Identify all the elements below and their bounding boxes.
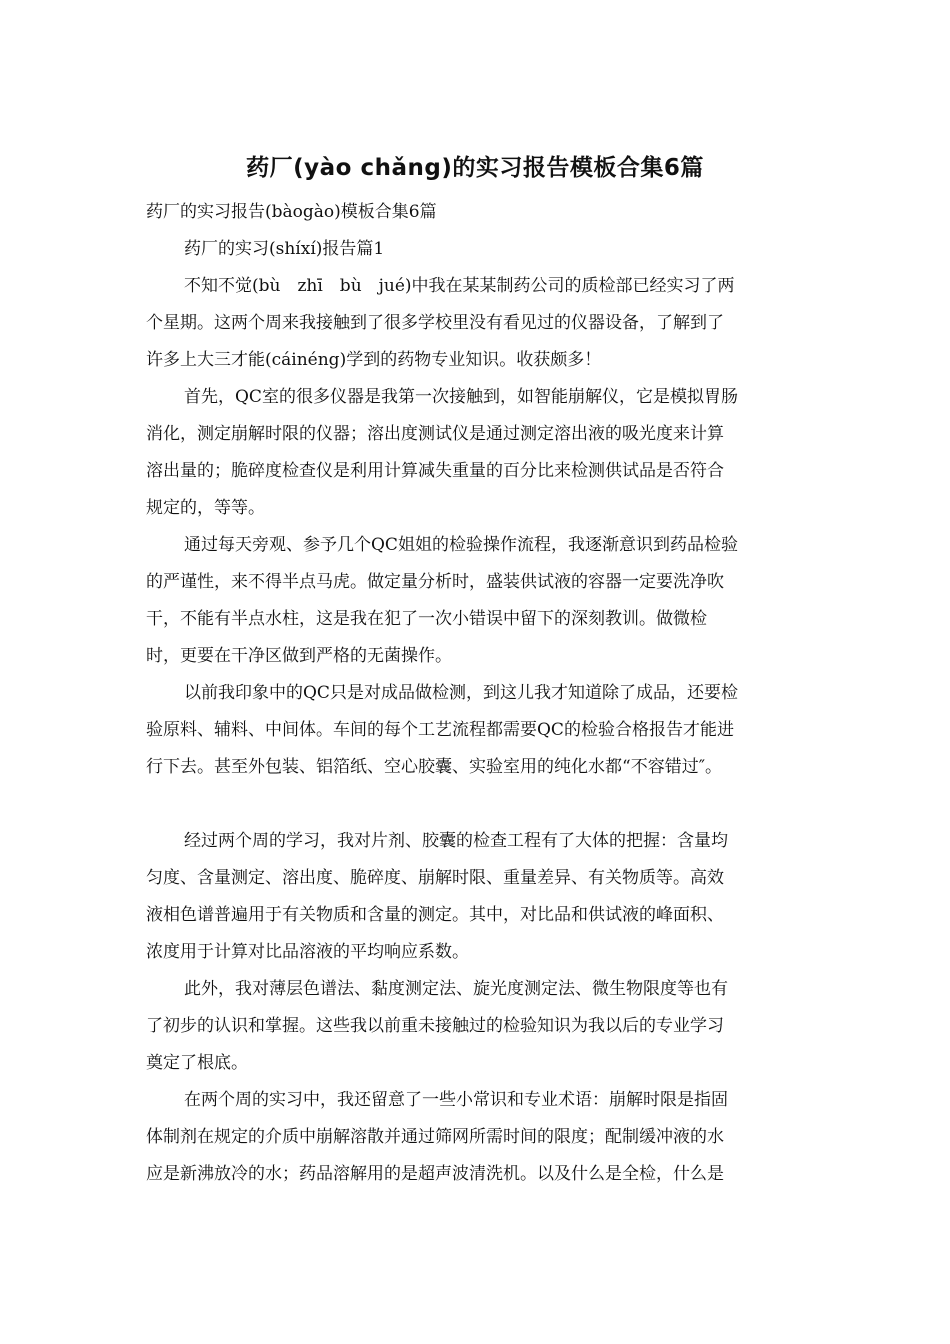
paragraph-line: 消化，测定崩解时限的仪器；溶出度测试仪是通过测定溶出液的吸光度来计算 [146,424,724,444]
paragraph-line: 验原料、辅料、中间体。车间的每个工艺流程都需要QC的检验合格报告才能进 [146,720,734,740]
paragraph-line: 以前我印象中的QC只是对成品做检测，到这儿我才知道除了成品，还要检 [184,683,738,703]
paragraph-line: 不知不觉(bù zhī bù jué)中我在某某制药公司的质检部已经实习了两 [184,276,735,296]
paragraph-line: 此外，我对薄层色谱法、黏度测定法、旋光度测定法、微生物限度等也有 [184,979,728,999]
document-title: 药厂(yào chǎng)的实习报告模板合集6篇 [246,155,704,181]
section-heading: 药厂的实习(shíxí)报告篇1 [184,239,385,259]
paragraph-line: 干，不能有半点水柱，这是我在犯了一次小错误中留下的深刻教训。做微检 [146,609,707,629]
blank-line [146,786,806,823]
document-subtitle: 药厂的实习报告(bàogào)模板合集6篇 [146,202,437,222]
paragraph-line: 行下去。甚至外包装、铝箔纸、空心胶囊、实验室用的纯化水都“不容错过″。 [146,757,723,777]
paragraph-line: 的严谨性，来不得半点马虎。做定量分析时，盛装供试液的容器一定要洗净吹 [146,572,724,592]
document-body [146,194,806,1193]
paragraph-line: 个星期。这两个周来我接触到了很多学校里没有看见过的仪器设备，了解到了 [146,313,724,333]
paragraph-line: 许多上大三才能(cáinéng)学到的药物专业知识。收获颇多！ [146,350,602,370]
paragraph-line: 体制剂在规定的介质中崩解溶散并通过筛网所需时间的限度；配制缓冲液的水 [146,1127,724,1147]
paragraph-line: 首先，QC室的很多仪器是我第一次接触到，如智能崩解仪，它是模拟胃肠 [184,387,738,407]
paragraph-line: 浓度用于计算对比品溶液的平均响应系数。 [146,942,469,962]
paragraph-line: 时，更要在干净区做到严格的无菌操作。 [146,646,452,666]
paragraph-line: 溶出量的；脆碎度检查仪是利用计算减失重量的百分比来检测供试品是否符合 [146,461,724,481]
paragraph-line: 经过两个周的学习，我对片剂、胶囊的检查工程有了大体的把握：含量均 [184,831,728,851]
paragraph-line: 液相色谱普遍用于有关物质和含量的测定。其中，对比品和供试液的峰面积、 [146,905,724,925]
paragraph-line: 规定的，等等。 [146,498,265,518]
paragraph-line: 奠定了根底。 [146,1053,248,1073]
paragraph-line: 了初步的认识和掌握。这些我以前重未接触过的检验知识为我以后的专业学习 [146,1016,724,1036]
paragraph-line: 应是新沸放冷的水；药品溶解用的是超声波清洗机。以及什么是全检，什么是 [146,1164,724,1184]
paragraph-line: 在两个周的实习中，我还留意了一些小常识和专业术语：崩解时限是指固 [184,1090,728,1110]
paragraph-line: 通过每天旁观、参予几个QC姐姐的检验操作流程，我逐渐意识到药品检验 [184,535,738,555]
paragraph-line: 匀度、含量测定、溶出度、脆碎度、崩解时限、重量差异、有关物质等。高效 [146,868,724,888]
